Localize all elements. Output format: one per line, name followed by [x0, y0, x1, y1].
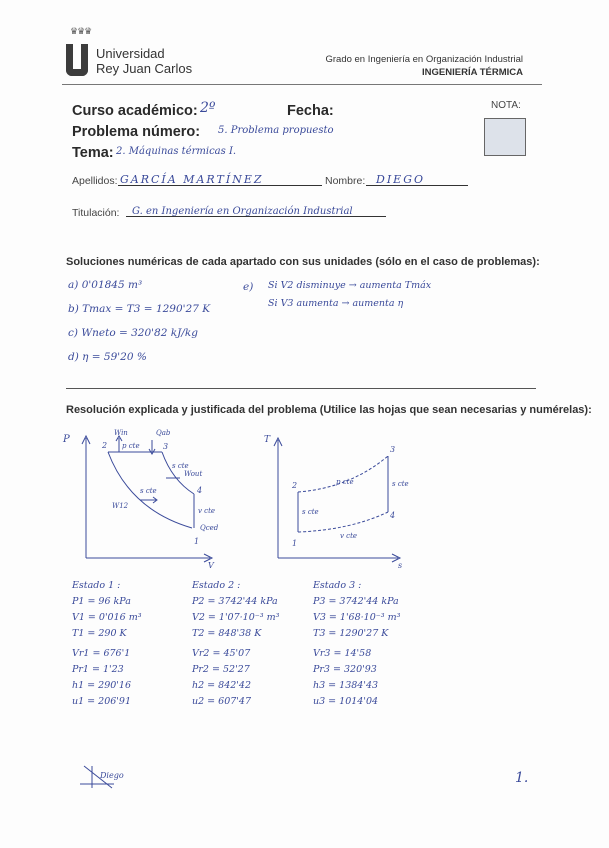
- state-3-line: V3 = 1'68·10⁻³ m³: [313, 612, 401, 623]
- state-2-title: Estado 2 :: [192, 580, 241, 591]
- apellidos-label: Apellidos:: [72, 175, 118, 187]
- svg-text:3: 3: [390, 445, 396, 454]
- state-1-title: Estado 1 :: [72, 580, 121, 591]
- svg-text:p cte: p cte: [336, 478, 354, 486]
- solution-d: [68, 351, 147, 363]
- header-divider: [62, 84, 542, 85]
- pv-diagram: [60, 420, 240, 570]
- nota-box: [484, 118, 526, 156]
- tema-label: Tema:: [72, 145, 114, 161]
- crown-icon: ♛♛♛: [70, 26, 92, 36]
- tema-value: 2. Máquinas térmicas I.: [116, 146, 237, 157]
- svg-text:2: 2: [292, 481, 298, 490]
- solution-b: [68, 303, 210, 315]
- state-2-column: [192, 578, 279, 710]
- svg-text:Qced: Qced: [200, 524, 219, 532]
- apellidos-field[interactable]: [118, 170, 322, 186]
- subject-name: INGENIERÍA TÉRMICA: [422, 67, 523, 78]
- state-2-line: u2 = 607'47: [192, 696, 251, 707]
- curso-value: 2º: [200, 100, 216, 116]
- state-2-line: V2 = 1'07·10⁻³ m³: [192, 612, 280, 623]
- university-logo-icon: [66, 44, 88, 76]
- fecha-label: Fecha:: [287, 103, 334, 119]
- svg-text:s cte: s cte: [392, 480, 409, 488]
- apellidos-value: GARCÍA MARTÍNEZ: [120, 173, 264, 186]
- svg-text:4: 4: [197, 486, 203, 495]
- ts-diagram: [250, 420, 430, 570]
- state-3-title: Estado 3 :: [313, 580, 362, 591]
- solution-b-text: Tmax = T3 = 1290'27 K: [82, 303, 211, 315]
- resolution-title: Resolución explicada y justificada del problema (Utilice las hojas que sean necesarias y numérelas):: [66, 404, 592, 416]
- nombre-label: Nombre:: [325, 175, 366, 187]
- svg-text:1: 1: [194, 537, 200, 546]
- solution-a-text: 0'01845 m³: [81, 279, 143, 291]
- svg-text:4: 4: [390, 511, 396, 520]
- state-1-line: h1 = 290'16: [72, 680, 131, 691]
- solution-d-label: d): [68, 351, 79, 363]
- state-2-line: Vr2 = 45'07: [192, 648, 251, 659]
- titulacion-value: G. en Ingeniería en Organización Industrial: [132, 206, 353, 217]
- state-1-line: P1 = 96 kPa: [72, 596, 131, 607]
- solution-c-label: c): [68, 327, 78, 339]
- nota-label: NOTA:: [491, 100, 521, 111]
- svg-text:s cte: s cte: [302, 508, 319, 516]
- svg-text:3: 3: [163, 442, 169, 451]
- state-3-line: Pr3 = 320'93: [313, 664, 377, 675]
- nombre-value: DIEGO: [376, 173, 425, 186]
- state-2-line: T2 = 848'38 K: [192, 628, 262, 639]
- nombre-field[interactable]: [366, 170, 468, 186]
- svg-text:Qab: Qab: [156, 429, 171, 437]
- state-1-line: V1 = 0'016 m³: [72, 612, 142, 623]
- solution-a: [68, 279, 142, 291]
- svg-text:v cte: v cte: [198, 507, 216, 515]
- state-3-line: P3 = 3742'44 kPa: [313, 596, 399, 607]
- svg-text:V: V: [208, 561, 214, 570]
- signature-icon: [78, 764, 128, 792]
- state-3-line: u3 = 1014'04: [313, 696, 379, 707]
- solutions-title: Soluciones numéricas de cada apartado con sus unidades (sólo en el caso de problemas):: [66, 256, 540, 268]
- university-name: [96, 46, 192, 76]
- signature-text: Diego: [100, 771, 124, 780]
- state-2-line: h2 = 842'42: [192, 680, 251, 691]
- svg-text:s cte: s cte: [140, 487, 157, 495]
- solution-c: [68, 327, 198, 339]
- svg-text:T: T: [264, 435, 271, 445]
- state-3-line: Vr3 = 14'58: [313, 648, 372, 659]
- page-number: 1.: [515, 770, 529, 786]
- svg-text:p cte: p cte: [122, 442, 140, 450]
- solution-a-label: a): [68, 279, 79, 291]
- university-line1: Universidad: [96, 46, 165, 61]
- degree-name: Grado en Ingeniería en Organización Industrial: [325, 54, 523, 65]
- university-line2: Rey Juan Carlos: [96, 61, 193, 76]
- state-3-line: T3 = 1290'27 K: [313, 628, 389, 639]
- state-1-line: Vr1 = 676'1: [72, 648, 131, 659]
- svg-text:1: 1: [292, 539, 298, 548]
- solution-e-line2: Si V3 aumenta → aumenta η: [268, 298, 404, 309]
- svg-text:W12: W12: [112, 502, 129, 510]
- svg-text:v cte: v cte: [340, 532, 358, 540]
- solution-d-text: η = 59'20 %: [82, 351, 147, 363]
- state-1-line: Pr1 = 1'23: [72, 664, 124, 675]
- state-3-line: h3 = 1384'43: [313, 680, 379, 691]
- state-1-column: [72, 578, 142, 710]
- solution-b-label: b): [68, 303, 79, 315]
- problema-label: Problema número:: [72, 124, 201, 140]
- solution-e-line1: Si V2 disminuye → aumenta Tmáx: [268, 280, 432, 291]
- titulacion-field[interactable]: [126, 201, 386, 217]
- solution-c-text: Wneto = 320'82 kJ/kg: [81, 327, 198, 339]
- state-2-line: P2 = 3742'44 kPa: [192, 596, 278, 607]
- curso-label: Curso académico:: [72, 103, 198, 119]
- problema-value: 5. Problema propuesto: [218, 125, 334, 136]
- svg-text:Win: Win: [114, 429, 128, 437]
- svg-text:s: s: [398, 561, 403, 570]
- state-2-line: Pr2 = 52'27: [192, 664, 250, 675]
- state-3-column: [313, 578, 400, 710]
- state-1-line: u1 = 206'91: [72, 696, 131, 707]
- solution-e-label: e): [243, 281, 254, 293]
- svg-text:2: 2: [102, 441, 108, 450]
- header-right: [325, 53, 523, 79]
- state-1-line: T1 = 290 K: [72, 628, 127, 639]
- svg-text:Wout: Wout: [184, 470, 203, 478]
- svg-text:P: P: [63, 434, 70, 445]
- titulacion-label: Titulación:: [72, 207, 120, 219]
- svg-text:s cte: s cte: [172, 462, 189, 470]
- section-divider: [66, 388, 536, 389]
